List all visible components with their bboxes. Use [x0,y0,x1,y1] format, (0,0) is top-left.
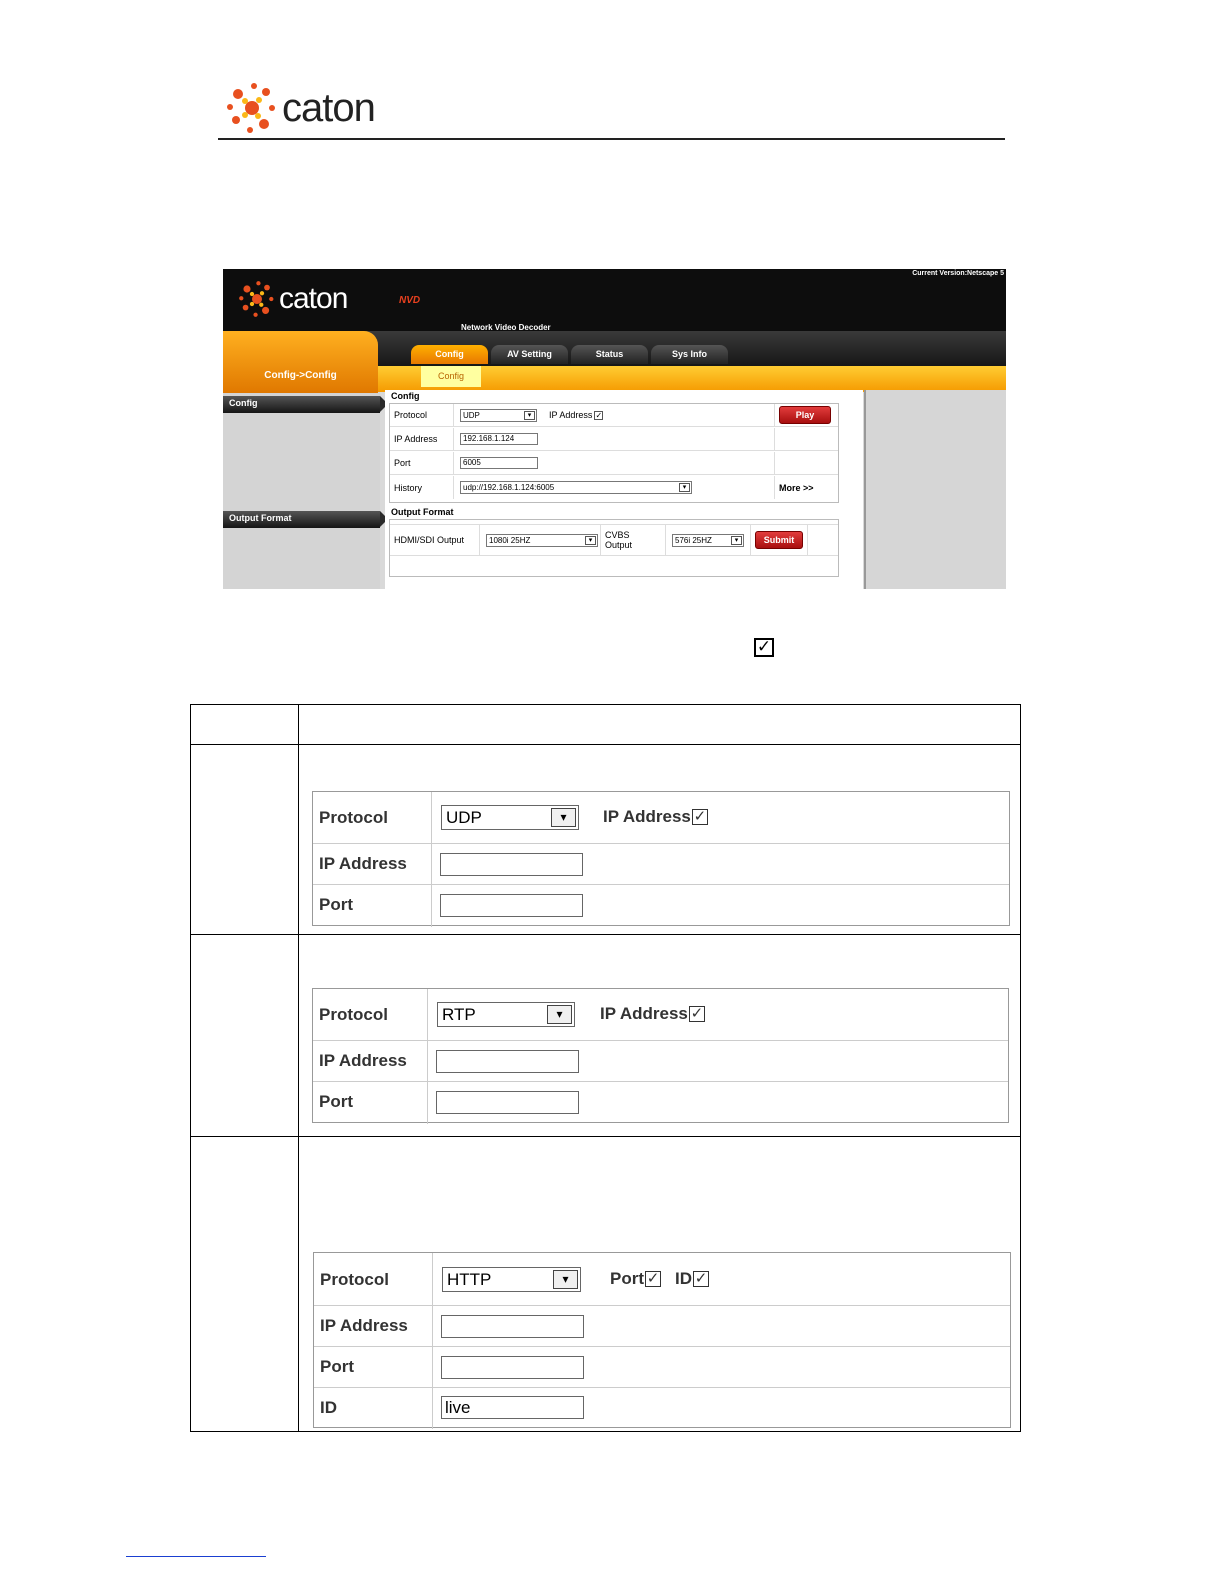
config-group [389,403,839,503]
http-id-label: ID [320,1398,337,1417]
cvbs-output-select[interactable] [672,534,744,547]
breadcrumb-panel [223,331,378,393]
http-port-toggle-label: Port [610,1269,644,1288]
protocol-label: Protocol [390,404,454,426]
history-select[interactable] [460,481,692,494]
tab-config[interactable]: Config [411,345,488,364]
http-port-label: Port [320,1357,354,1376]
main-panel [385,390,863,589]
product-name: NVD [399,295,421,306]
history-select-value: udp://192.168.1.124:6005 [463,483,555,492]
header-rule [218,138,1005,140]
chevron-down-icon: ▾ [731,536,742,545]
http-ip-input[interactable] [441,1315,584,1338]
rtp-port-input[interactable] [436,1091,579,1114]
udp-ip-toggle-label: IP Address [603,807,691,826]
rtp-ip-input[interactable] [436,1050,579,1073]
udp-ip-toggle[interactable] [603,807,708,827]
chevron-down-icon: ▾ [551,808,576,827]
output-group [389,519,839,577]
sidebar [223,393,380,589]
udp-ip-label: IP Address [319,854,407,873]
ip-address-checkbox[interactable]: ✓ [595,410,603,420]
caton-logo-icon [224,80,280,136]
table-row-divider [190,744,1021,745]
http-port-checkbox[interactable]: ✓ [646,1270,660,1287]
rtp-protocol-select[interactable] [437,1002,575,1027]
cvbs-output-value: 576i 25HZ [675,535,712,545]
tab-status[interactable]: Status [571,345,648,364]
rtp-ip-toggle[interactable] [600,1004,705,1024]
history-row [390,476,838,499]
output-group-title: Output Format [391,507,454,517]
table-border-top [190,704,1021,705]
udp-protocol-select[interactable] [441,805,579,830]
http-protocol-value: HTTP [447,1270,492,1289]
version-text: Current Version:Netscape 5 [912,270,1004,277]
tab-av-setting[interactable]: AV Setting [491,345,568,364]
ip-row [390,428,838,451]
cvbs-output-label [600,525,666,555]
http-id-input[interactable]: live [441,1396,584,1419]
udp-form-example [312,791,1010,926]
udp-ip-checkbox[interactable]: ✓ [693,808,707,825]
tab-sys-info[interactable]: Sys Info [651,345,728,364]
table-column-divider [298,704,299,1432]
http-protocol-select[interactable] [442,1267,581,1292]
table-row-divider [190,1136,1021,1137]
chevron-down-icon: ▾ [679,483,690,492]
udp-protocol-row [313,792,1009,844]
footer-link-underline[interactable] [126,1556,266,1557]
http-protocol-label: Protocol [320,1270,389,1289]
hdmi-output-select[interactable] [486,534,598,547]
http-id-checkbox[interactable]: ✓ [694,1270,708,1287]
history-label: History [390,476,454,499]
chevron-down-icon: ▾ [553,1270,578,1289]
rtp-port-row [313,1082,1008,1123]
udp-port-input[interactable] [440,894,583,917]
rtp-form-example [312,988,1009,1123]
ui-logo [237,279,347,319]
http-id-toggle[interactable] [675,1269,709,1289]
chevron-down-icon: ▾ [524,411,535,420]
sidebar-item-config[interactable]: Config [223,396,380,413]
http-port-input[interactable] [441,1356,584,1379]
port-row [390,452,838,475]
table-border-left [190,704,191,1432]
ip-address-toggle[interactable] [545,404,603,426]
rtp-port-label: Port [319,1092,353,1111]
nvd-web-ui-screenshot [223,269,1006,589]
output-row [390,524,838,556]
play-button[interactable]: Play [779,406,831,424]
document-brand-text: caton [282,85,375,130]
port-input[interactable]: 6005 [460,457,538,469]
table-border-bottom [190,1431,1021,1432]
checkbox-check-icon: ✓ [754,638,774,657]
udp-port-label: Port [319,895,353,914]
cvbs-label-line-2: Output [605,540,633,550]
ip-address-toggle-label: IP Address [549,410,593,420]
rtp-ip-row [313,1041,1008,1082]
http-id-row [314,1388,1010,1428]
more-link[interactable]: More >> [774,476,838,499]
cvbs-label-line-1: CVBS [605,530,630,540]
http-ip-row [314,1306,1010,1347]
http-port-toggle[interactable] [610,1269,661,1289]
right-gutter [864,390,1006,589]
product-subtitle: Network Video Decoder [461,323,551,332]
udp-ip-row [313,844,1009,885]
sidebar-item-output-format[interactable]: Output Format [223,511,380,528]
breadcrumb: Config->Config [264,370,337,381]
table-row-divider [190,934,1021,935]
ip-address-label: IP Address [390,428,454,450]
rtp-ip-checkbox[interactable]: ✓ [690,1005,704,1022]
ui-brand-text: caton [279,282,348,315]
caton-logo-icon [237,279,277,319]
document-logo [224,80,404,136]
submit-button[interactable]: Submit [755,531,803,549]
http-port-row [314,1347,1010,1388]
subtab-config[interactable]: Config [421,366,481,387]
ip-address-input[interactable]: 192.168.1.124 [460,433,538,445]
rtp-protocol-label: Protocol [319,1005,388,1024]
rtp-ip-toggle-label: IP Address [600,1004,688,1023]
hdmi-output-label: HDMI/SDI Output [390,525,480,555]
udp-port-row [313,885,1009,926]
http-protocol-row [314,1253,1010,1306]
http-form-example [313,1252,1011,1428]
rtp-ip-label: IP Address [319,1051,407,1070]
rtp-protocol-row [313,989,1008,1041]
config-group-title: Config [391,391,420,401]
protocol-row [390,404,838,427]
table-border-right [1020,704,1021,1432]
http-id-toggle-label: ID [675,1269,692,1288]
chevron-down-icon: ▾ [585,536,596,545]
udp-protocol-value: UDP [446,808,482,827]
protocol-select[interactable] [460,409,537,422]
http-ip-label: IP Address [320,1316,408,1335]
port-label: Port [390,452,454,474]
protocol-select-value: UDP [463,410,480,420]
udp-ip-input[interactable] [440,853,583,876]
udp-protocol-label: Protocol [319,808,388,827]
chevron-down-icon: ▾ [547,1005,572,1024]
rtp-protocol-value: RTP [442,1005,476,1024]
hdmi-output-value: 1080i 25HZ [489,535,531,545]
